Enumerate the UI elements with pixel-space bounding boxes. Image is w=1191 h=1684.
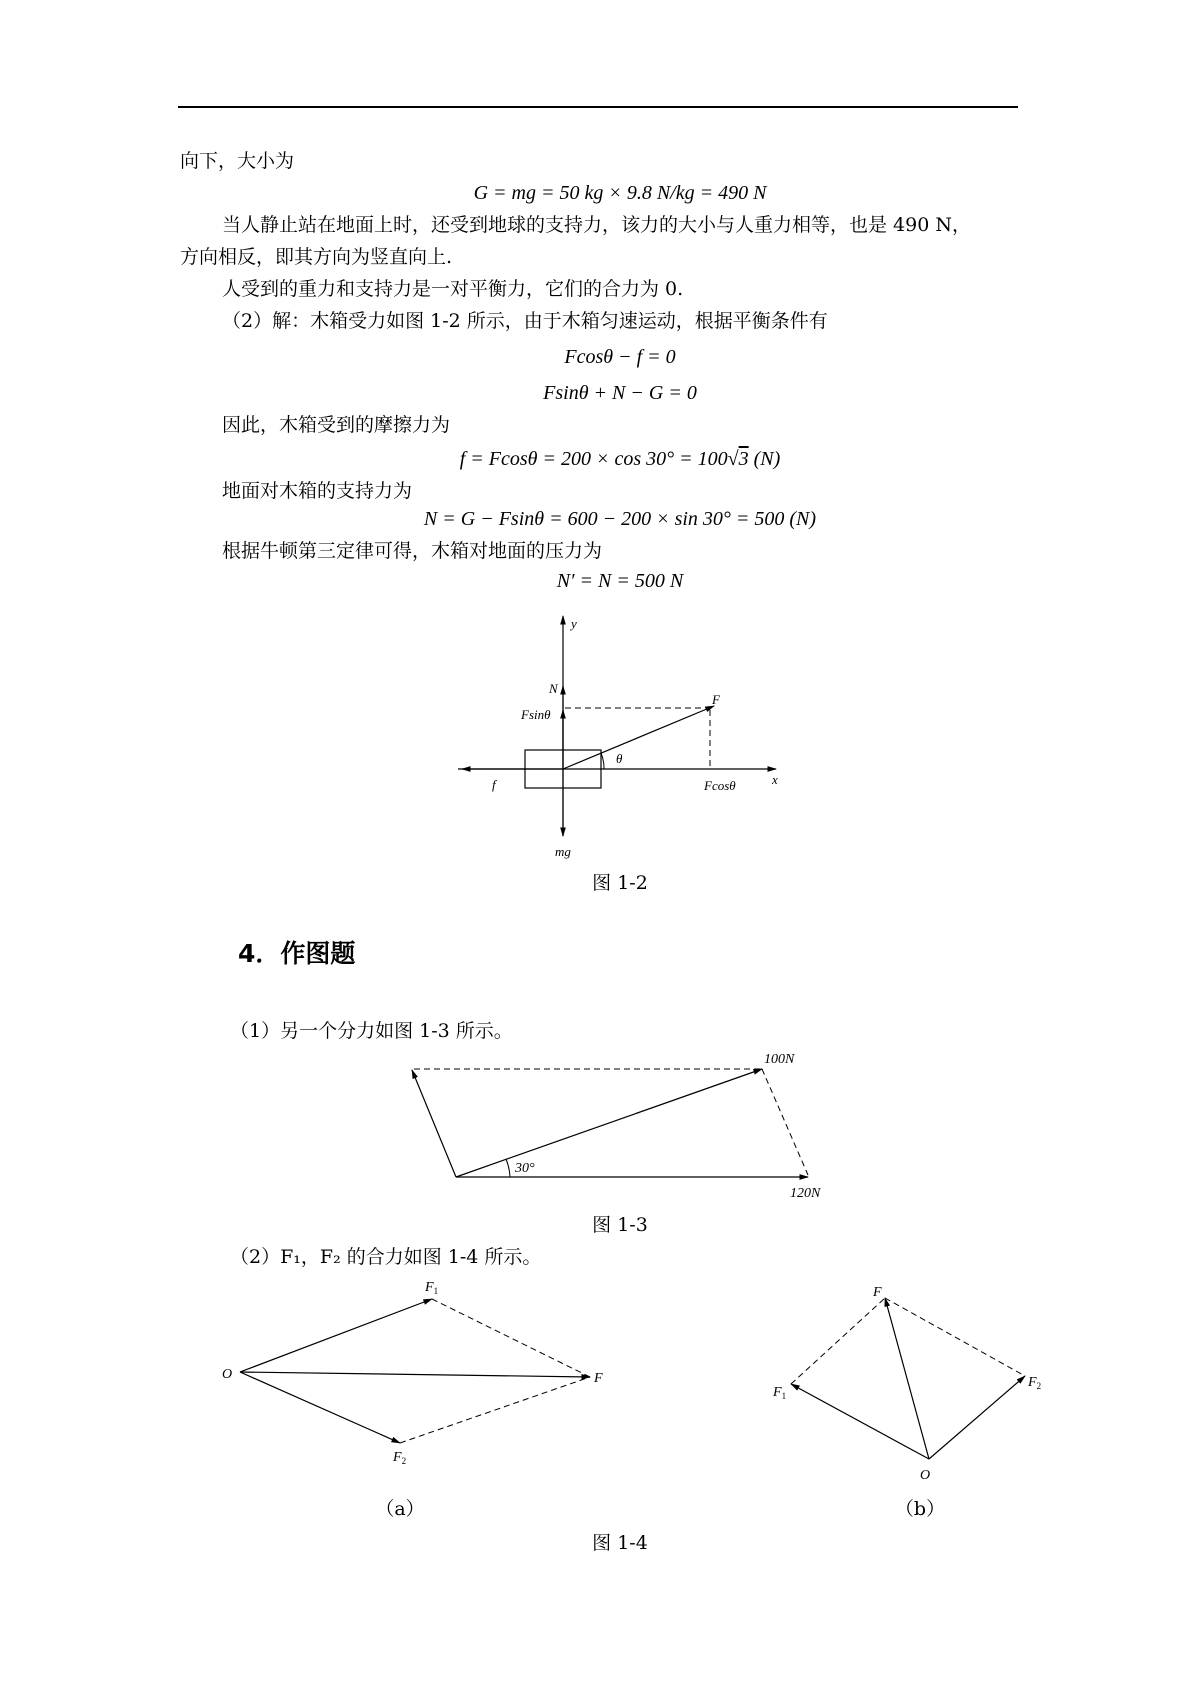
- paragraph-support-force-a: 当人静止站在地面上时，还受到地球的支持力，该力的大小与人重力相等，也是 490 N，: [222, 214, 971, 236]
- label-a-F: F: [594, 1371, 603, 1386]
- equation-vertical-balance: Fsinθ + N − G = 0: [543, 382, 697, 404]
- caption-fig-1-2: 图 1-2: [592, 872, 648, 894]
- dashed-b-left: [791, 1298, 885, 1384]
- label-a-F2: $F_2$: [393, 1450, 407, 1466]
- equation-friction: f = Fcosθ = 200 × cos 30° = 100√3 (N): [459, 448, 781, 470]
- text-line-1: 向下，大小为: [180, 150, 295, 172]
- paragraph-solution-2: （2）解：木箱受力如图 1-2 所示，由于木箱匀速运动，根据平衡条件有: [222, 310, 828, 332]
- label-F: F: [712, 692, 720, 707]
- figure-1-3: [400, 1050, 840, 1210]
- header-rule: [178, 106, 1018, 108]
- paragraph-balanced-forces: 人受到的重力和支持力是一对平衡力，它们的合力为 0.: [222, 278, 684, 300]
- label-x: x: [772, 772, 778, 787]
- paragraph-fig-1-4: （2）F₁，F₂ 的合力如图 1-4 所示。: [230, 1246, 542, 1268]
- equation-horizontal-balance: Fcosθ − f = 0: [564, 346, 676, 368]
- vector-b-F: [885, 1298, 929, 1459]
- caption-fig-1-4b: （b）: [894, 1498, 946, 1520]
- vector-a-F: [240, 1372, 590, 1377]
- label-b-F2: $F_2$: [1028, 1375, 1042, 1391]
- label-theta: θ: [616, 751, 623, 766]
- caption-fig-1-4: 图 1-4: [592, 1532, 648, 1554]
- label-b-F: F: [873, 1285, 882, 1300]
- force-F: [563, 706, 714, 769]
- vector-other-component: [412, 1070, 456, 1177]
- paragraph-support-force-b: 方向相反，即其方向为竖直向上.: [180, 246, 453, 268]
- label-mg: mg: [555, 844, 571, 859]
- label-100N: 100N: [764, 1052, 795, 1067]
- paragraph-normal-force: 地面对木箱的支持力为: [222, 480, 413, 502]
- paragraph-friction: 因此，木箱受到的摩擦力为: [222, 414, 451, 436]
- equation-pressure: N′ = N = 500 N: [556, 570, 684, 592]
- angle-arc: [506, 1159, 510, 1177]
- vector-a-F1: [240, 1299, 432, 1372]
- vector-b-F1: [791, 1384, 929, 1459]
- label-a-F1: $F_1$: [425, 1280, 439, 1296]
- label-fcos: Fcosθ: [704, 778, 736, 793]
- figure-1-4a: [220, 1270, 620, 1470]
- equation-gravity: G = mg = 50 kg × 9.8 N/kg = 490 N: [473, 182, 767, 204]
- dashed-a-bottom: [400, 1377, 590, 1443]
- label-30deg: 30°: [515, 1161, 535, 1176]
- label-N: N: [549, 681, 558, 696]
- sqrt-radicand: 3: [738, 448, 749, 470]
- paragraph-fig-1-3: （1）另一个分力如图 1-3 所示。: [230, 1020, 513, 1042]
- vector-b-F2: [929, 1376, 1025, 1459]
- label-y: y: [571, 616, 577, 631]
- caption-fig-1-4a: （a）: [375, 1498, 425, 1520]
- vector-a-F2: [240, 1372, 400, 1443]
- label-120N: 120N: [790, 1186, 821, 1201]
- vector-100N: [456, 1069, 762, 1177]
- label-b-F1: $F_1$: [773, 1385, 787, 1401]
- label-fsin: Fsinθ: [521, 707, 551, 722]
- label-f: f: [492, 777, 496, 792]
- label-b-O: O: [920, 1468, 931, 1483]
- label-a-O: O: [222, 1367, 233, 1382]
- caption-fig-1-3: 图 1-3: [592, 1214, 648, 1236]
- dashed-b-right: [885, 1298, 1025, 1376]
- dashed-right: [762, 1069, 808, 1175]
- figure-1-4b: [760, 1275, 1050, 1485]
- paragraph-third-law: 根据牛顿第三定律可得，木箱对地面的压力为: [222, 540, 603, 562]
- dashed-a-top: [432, 1299, 590, 1377]
- figure-1-2: [440, 610, 800, 870]
- equation-normal-force: N = G − Fsinθ = 600 − 200 × sin 30° = 500 (N): [423, 508, 817, 530]
- section-heading-4: 4．作图题: [238, 939, 356, 968]
